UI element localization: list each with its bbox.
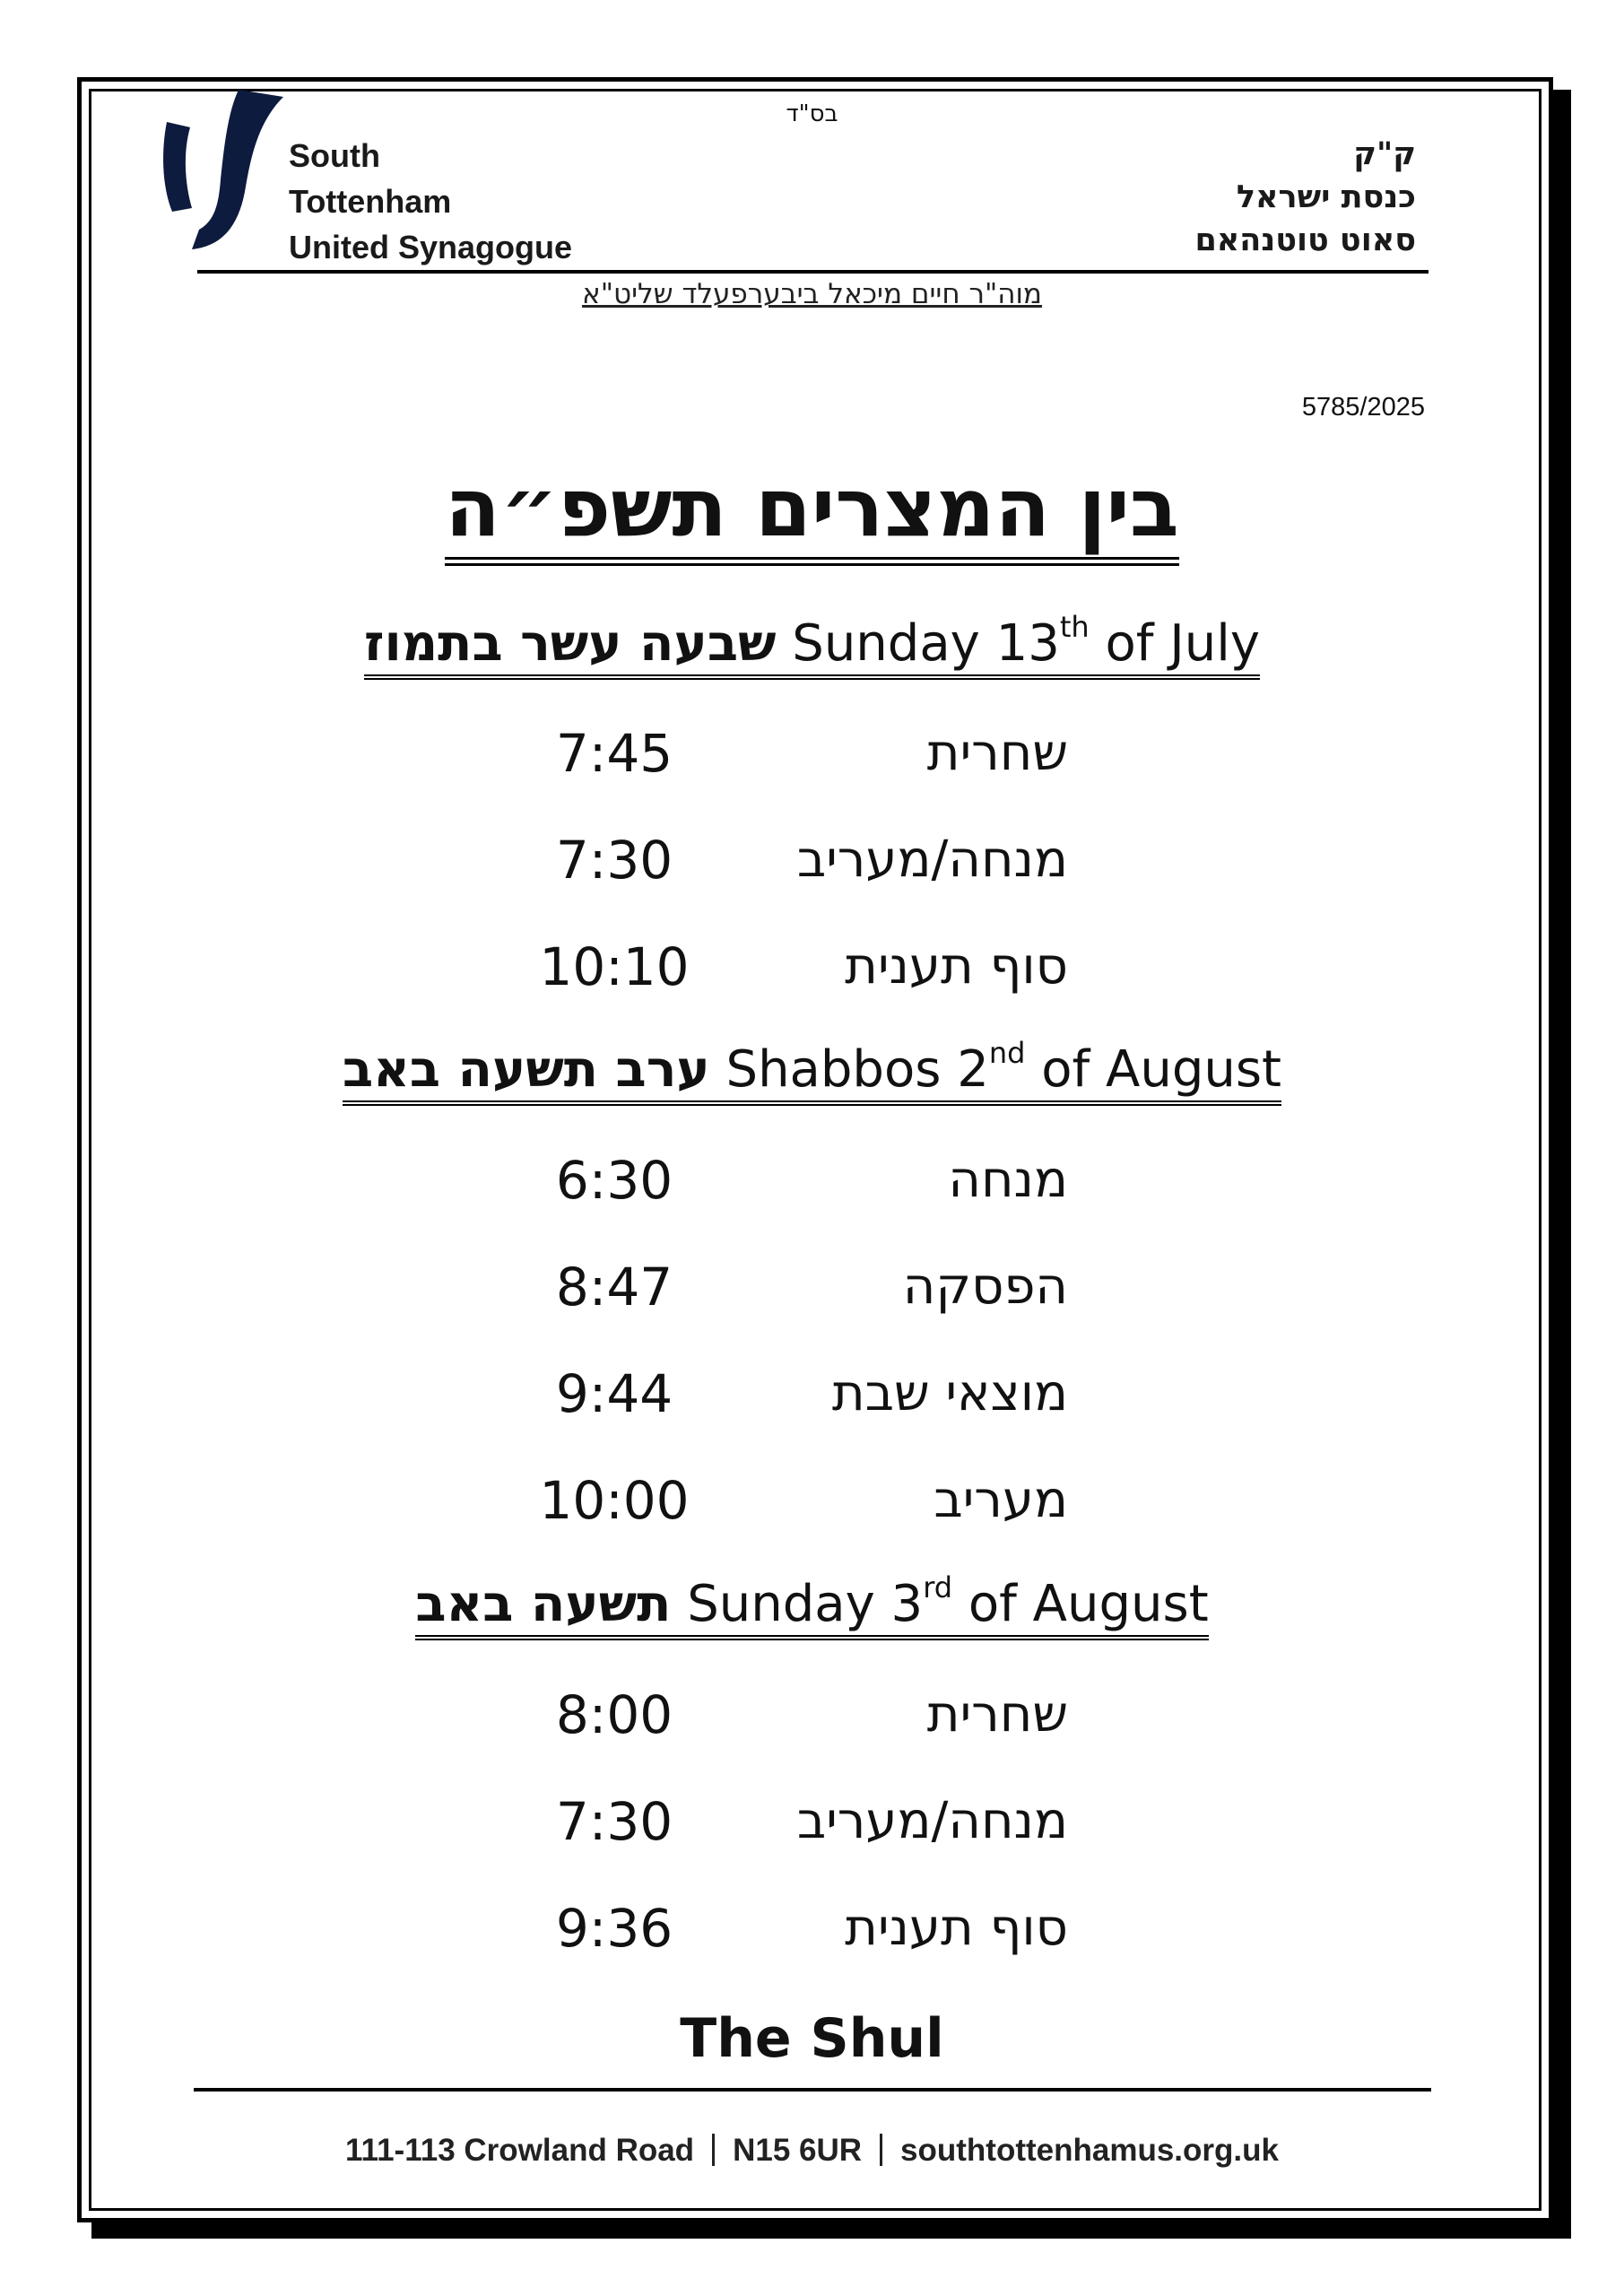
section-heading-hebrew: שבעה עשר בתמוז (364, 614, 777, 673)
footer-website-link[interactable]: southtottenhamus.org.uk (900, 2133, 1279, 2168)
page-title-text: בין המצרים תשפ״ה (445, 461, 1179, 566)
org-name-line: סאוט טוטנהאם (1194, 222, 1416, 258)
org-name-hebrew (1194, 133, 1416, 262)
schedule-label: מעריב (934, 1471, 1068, 1529)
section-heading (0, 1038, 1624, 1106)
section-heading-underline (415, 1570, 1209, 1640)
schedule-time: 7:45 (555, 723, 673, 784)
schedule-time: 8:00 (555, 1684, 673, 1745)
date-text: Sunday 3 (687, 1575, 924, 1633)
org-name-line: United Synagogue (289, 229, 573, 265)
schedule-label: מוצאי שבת (831, 1364, 1068, 1422)
footer-separator (880, 2134, 882, 2166)
schedule-row (0, 931, 1624, 1003)
schedule-time: 9:44 (555, 1363, 673, 1424)
year-label: 5785/2025 (1301, 393, 1425, 422)
date-suffix: th (1059, 610, 1090, 644)
schedule-row (0, 1679, 1624, 1751)
section-heading-underline (364, 610, 1260, 680)
section-heading-underline (342, 1036, 1281, 1106)
header-divider (197, 270, 1429, 274)
section-heading (0, 612, 1624, 680)
schedule-row (0, 1892, 1624, 1964)
schedule-row (0, 1358, 1624, 1430)
footer-address: 111-113 Crowland Road (345, 2133, 695, 2168)
schedule-label: שחרית (926, 724, 1068, 782)
org-name-line: South (289, 137, 380, 174)
schedule-time: 10:00 (539, 1470, 690, 1531)
section-heading-hebrew: ערב תשעה באב (342, 1040, 710, 1099)
date-text: Shabbos 2 (725, 1040, 989, 1099)
schedule-row (0, 1144, 1624, 1216)
date-text: Sunday 13 (792, 614, 1060, 673)
schedule-label: מנחה/מעריב (796, 1792, 1068, 1850)
org-name-english (289, 133, 572, 270)
footer-contact (0, 2133, 1624, 2169)
date-text: of August (1025, 1040, 1281, 1099)
date-text: of July (1089, 614, 1260, 673)
schedule-row (0, 718, 1624, 789)
section-heading-english (687, 1570, 1209, 1633)
org-name-line: Tottenham (289, 183, 452, 220)
schedule-label: מנחה/מעריב (796, 831, 1068, 889)
schedule-label: שחרית (926, 1685, 1068, 1744)
schedule-row (0, 824, 1624, 896)
schedule-row (0, 1786, 1624, 1857)
schedule-label: סוף תענית (845, 1899, 1068, 1957)
date-suffix: nd (988, 1036, 1026, 1070)
schedule-time: 10:10 (539, 936, 690, 997)
footer-separator (712, 2134, 715, 2166)
schedule-time: 8:47 (555, 1257, 673, 1318)
footer-divider (194, 2088, 1431, 2092)
schedule-label: סוף תענית (845, 937, 1068, 996)
schedule-label: מנחה (948, 1151, 1068, 1209)
section-heading (0, 1572, 1624, 1640)
date-suffix: rd (923, 1570, 953, 1605)
section-heading-hebrew: תשעה באב (415, 1575, 672, 1633)
schedule-row (0, 1251, 1624, 1323)
date-text: of August (952, 1575, 1209, 1633)
org-name-line: ק"ק (1353, 136, 1416, 172)
footer-title: The Shul (680, 2007, 944, 2070)
page-title (0, 459, 1624, 558)
schedule-time: 7:30 (555, 830, 673, 891)
synagogue-logo-icon (160, 86, 303, 257)
org-name-line: כנסת ישראל (1236, 179, 1416, 215)
bsd-mark: בס"ד (786, 100, 838, 127)
section-heading-english (725, 1036, 1281, 1099)
schedule-time: 9:36 (555, 1898, 673, 1959)
rabbi-name: מוה"ר חיים מיכאל ביבערפעלד שליט"א (582, 278, 1042, 310)
schedule-time: 6:30 (555, 1150, 673, 1211)
schedule-row (0, 1465, 1624, 1536)
schedule-label: הפסקה (902, 1257, 1068, 1316)
section-heading-english (792, 610, 1260, 673)
footer-postcode: N15 6UR (733, 2133, 863, 2168)
schedule-time: 7:30 (555, 1791, 673, 1852)
